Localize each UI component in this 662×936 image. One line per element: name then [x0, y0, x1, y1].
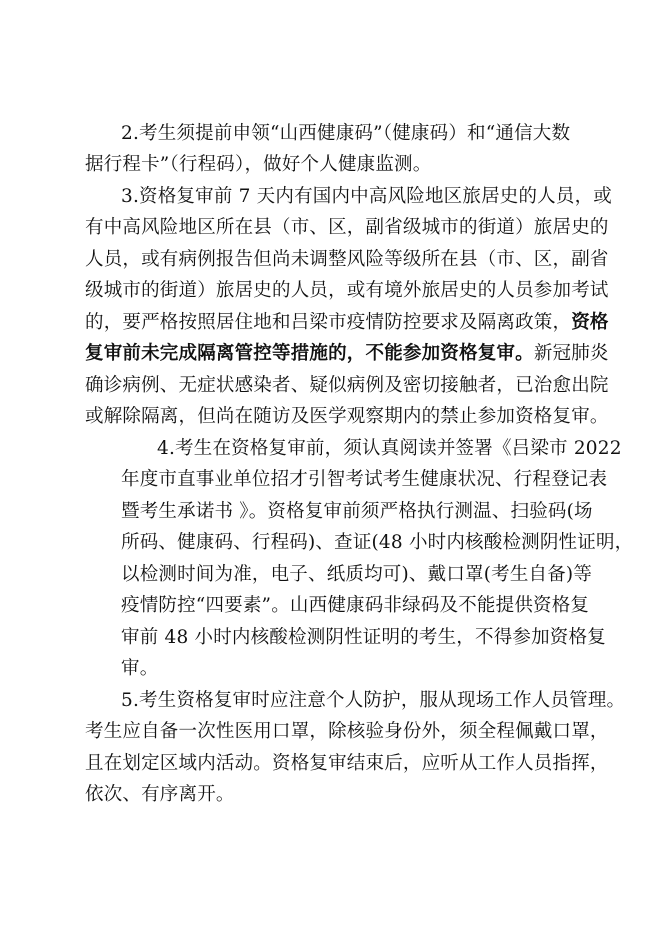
paragraph-3-line-6	[85, 341, 609, 367]
paragraph-3-line-3: 人员，或有病例报告但尚未调整风险等级所在县（市、区，副省	[85, 249, 609, 270]
paragraph-3-line-8: 或解除隔离，但尚在随访及医学观察期内的禁止参加资格复审。	[85, 406, 609, 427]
paragraph-5-line-3: 且在划定区域内活动。资格复审结束后，应听从工作人员指挥，	[85, 753, 609, 774]
paragraph-3-line-5-bold: 资格	[571, 312, 609, 333]
paragraph-4-line-2: 年度市直事业单位招才引智考试考生健康状况、行程登记表	[121, 469, 608, 490]
paragraph-5-line-2: 考生应自备一次性医用口罩，除核验身份外，须全程佩戴口罩，	[85, 721, 609, 742]
paragraph-4-line-8: 审。	[121, 658, 159, 679]
paragraph-3-line-1: 3.资格复审前 7 天内有国内中高风险地区旅居史的人员，或	[121, 186, 612, 207]
paragraph-5-line-4: 依次、有序离开。	[85, 784, 235, 805]
paragraph-3-line-4: 级城市的街道）旅居史的人员，或有境外旅居史的人员参加考试	[85, 280, 609, 301]
paragraph-3-line-5	[85, 310, 609, 336]
paragraph-3-line-2: 有中高风险地区所在县（市、区，副省级城市的街道）旅居史的	[85, 217, 609, 238]
paragraph-4-line-1: 4.考生在资格复审前，须认真阅读并签署《吕梁市 2022	[157, 438, 622, 459]
paragraph-3-line-6-normal: 新冠肺炎	[533, 343, 609, 364]
paragraph-3-line-5-normal: 的，要严格按照居住地和吕梁市疫情防控要求及隔离政策，	[85, 312, 572, 333]
paragraph-4-line-5: 以检测时间为准，电子、纸质均可)、戴口罩(考生自备)等	[121, 564, 593, 585]
paragraph-4-line-6: 疫情防控“四要素”。山西健康码非绿码及不能提供资格复	[121, 595, 590, 616]
paragraph-2-line-1: 2.考生须提前申领“山西健康码”（健康码）和“通信大数	[121, 123, 571, 144]
paragraph-2-line-2: 据行程卡”（行程码），做好个人健康监测。	[85, 154, 432, 175]
paragraph-5-line-1: 5.考生资格复审时应注意个人防护，服从现场工作人员管理。	[121, 690, 626, 711]
paragraph-4-line-4: 所码、健康码、行程码)、查证(48 小时内核酸检测阴性证明，	[121, 532, 634, 553]
paragraph-4-line-7: 审前 48 小时内核酸检测阴性证明的考生，不得参加资格复	[121, 627, 606, 648]
paragraph-3-line-6-bold: 复审前未完成隔离管控等措施的，不能参加资格复审。	[85, 343, 534, 364]
paragraph-4-line-3: 暨考生承诺书 》。资格复审前须严格执行测温、扫验码(场	[121, 501, 593, 522]
paragraph-3-line-7: 确诊病例、无症状感染者、疑似病例及密切接触者，已治愈出院	[85, 375, 609, 396]
